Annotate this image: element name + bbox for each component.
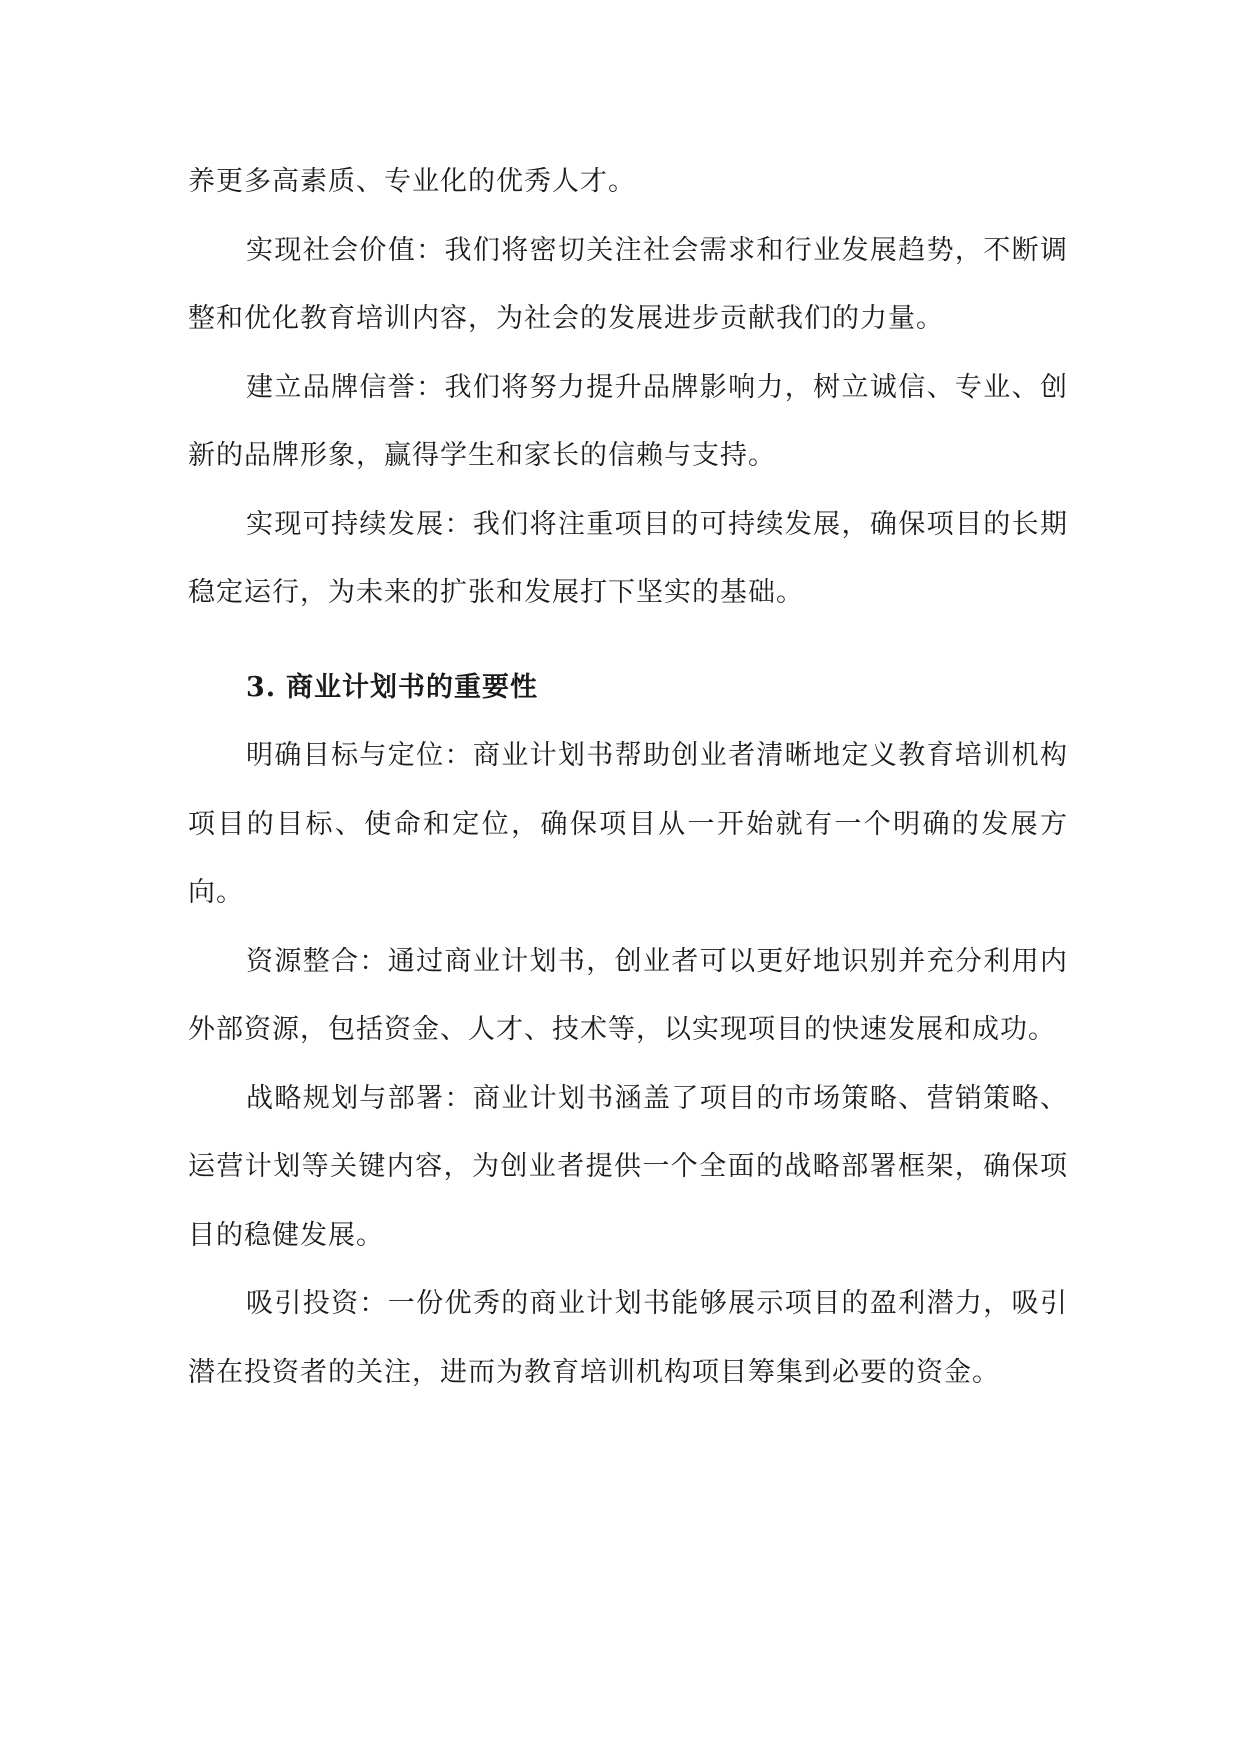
paragraph-continuation: 养更多高素质、专业化的优秀人才。	[188, 166, 636, 197]
document-body	[188, 148, 1068, 1407]
paragraph-goal-positioning: 明确目标与定位：商业计划书帮助创业者清晰地定义教育培训机构项目的目标、使命和定位，确保项目从一开始就有一个明确的发展方向。	[188, 740, 1068, 908]
paragraph-resource-integration: 资源整合：通过商业计划书，创业者可以更好地识别并充分利用内外部资源，包括资金、人才、技术等，以实现项目的快速发展和成功。	[188, 945, 1068, 1045]
paragraph-strategic-planning: 战略规划与部署：商业计划书涵盖了项目的市场策略、营销策略、运营计划等关键内容，为创业者提供一个全面的战略部署框架，确保项目的稳健发展。	[188, 1082, 1068, 1251]
paragraph-sustainable-development: 实现可持续发展：我们将注重项目的可持续发展，确保项目的长期稳定运行，为未来的扩张和发展打下坚实的基础。	[188, 508, 1068, 608]
section-number: 3.	[246, 671, 277, 703]
paragraph-social-value: 实现社会价值：我们将密切关注社会需求和行业发展趋势，不断调整和优化教育培训内容，为社会的发展进步贡献我们的力量。	[188, 234, 1068, 334]
section-heading	[188, 654, 1068, 723]
section-spacer	[188, 628, 1068, 654]
paragraph-attract-investment: 吸引投资：一份优秀的商业计划书能够展示项目的盈利潜力，吸引潜在投资者的关注，进而为教育培训机构项目筹集到必要的资金。	[188, 1288, 1068, 1388]
paragraph-brand-reputation: 建立品牌信誉：我们将努力提升品牌影响力，树立诚信、专业、创新的品牌形象，赢得学生和家长的信赖与支持。	[188, 371, 1068, 471]
section-title: 商业计划书的重要性	[286, 671, 538, 703]
